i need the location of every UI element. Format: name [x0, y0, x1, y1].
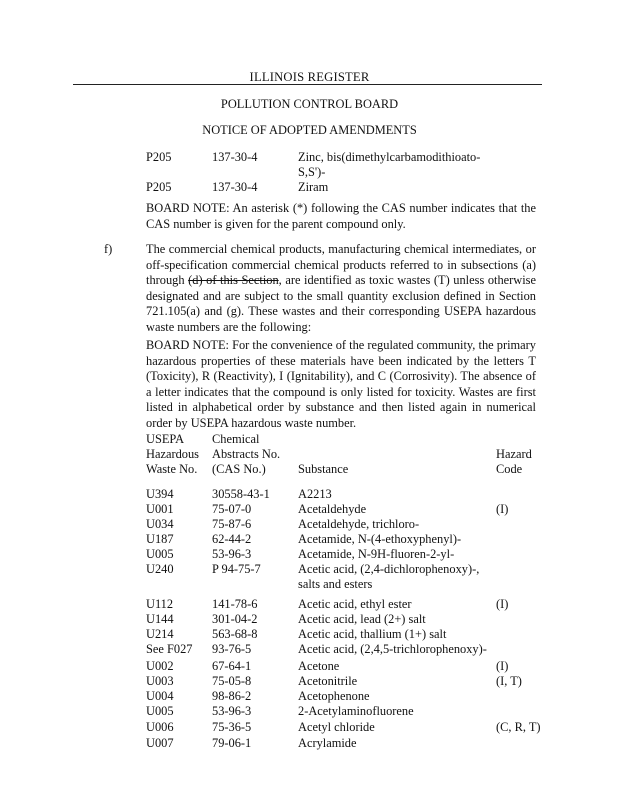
- waste-code: U144: [146, 612, 174, 626]
- cas-number: 137-30-4: [212, 180, 258, 194]
- waste-code: U005: [146, 547, 174, 561]
- substance: A2213: [298, 487, 332, 501]
- waste-code: U002: [146, 659, 174, 673]
- substance: salts and esters: [298, 577, 373, 591]
- substance: Acetic acid, thallium (1+) salt: [298, 627, 447, 641]
- waste-code: U006: [146, 720, 174, 734]
- substance: Zinc, bis(dimethylcarbamodithioato-: [298, 150, 481, 164]
- register-title: ILLINOIS REGISTER: [249, 70, 370, 84]
- substance: Acetic acid, ethyl ester: [298, 597, 412, 611]
- struck-text: (d) of this Section: [188, 273, 279, 288]
- substance: Acetic acid, (2,4,5-trichlorophenoxy)-: [298, 642, 487, 656]
- cas-number: 75-36-5: [212, 720, 252, 734]
- header-waste-no: Waste No.: [146, 462, 198, 476]
- section-label: f): [104, 242, 113, 256]
- cas-number: 75-05-8: [212, 674, 252, 688]
- header-abstracts: Abstracts No.: [212, 447, 281, 461]
- header-hazardous: Hazardous: [146, 447, 199, 461]
- hazard-code: (C, R, T): [496, 720, 541, 734]
- substance-continued: S,S')-: [298, 165, 326, 179]
- header-substance: Substance: [298, 462, 349, 476]
- header-usepa: USEPA: [146, 432, 185, 446]
- waste-code: U240: [146, 562, 174, 576]
- hazard-code: (I, T): [496, 674, 522, 688]
- cas-number: 75-07-0: [212, 502, 252, 516]
- header-rule: [73, 84, 542, 85]
- cas-number: 75-87-6: [212, 517, 252, 531]
- waste-code: U001: [146, 502, 174, 516]
- cas-number: 563-68-8: [212, 627, 258, 641]
- notice-title: NOTICE OF ADOPTED AMENDMENTS: [202, 123, 417, 137]
- waste-code: U004: [146, 689, 174, 703]
- cas-number: P 94-75-7: [212, 562, 261, 576]
- cas-number: 67-64-1: [212, 659, 252, 673]
- hazard-code: (I): [496, 597, 509, 611]
- cas-number: 30558-43-1: [212, 487, 270, 501]
- section-f-paragraph: The commercial chemical products, manufacturing chemical intermediates, or off-specification commercial chemical products referred to in subsections (a) through (d) of this Section, are identified as toxic wastes (T) unless otherwise designated and are subject to the small quantity exclusion defined in Section 721.105(a) and (g). These wastes and their corresponding USEPA hazardous waste numbers are the following:: [146, 242, 536, 334]
- waste-code: U007: [146, 736, 174, 750]
- cas-number: 79-06-1: [212, 736, 252, 750]
- cas-number: 301-04-2: [212, 612, 258, 626]
- waste-code: U003: [146, 674, 174, 688]
- waste-code: U112: [146, 597, 174, 611]
- cas-number: 98-86-2: [212, 689, 252, 703]
- substance: Acetamide, N-9H-fluoren-2-yl-: [298, 547, 455, 561]
- cas-number: 141-78-6: [212, 597, 258, 611]
- header-chemical: Chemical: [212, 432, 260, 446]
- substance: Acetic acid, (2,4-dichlorophenoxy)-,: [298, 562, 480, 576]
- header-code: Code: [496, 462, 523, 476]
- substance: Acrylamide: [298, 736, 357, 750]
- substance: Ziram: [298, 180, 329, 194]
- waste-code: U214: [146, 627, 174, 641]
- hazard-code: (I): [496, 659, 509, 673]
- waste-code: U005: [146, 704, 174, 718]
- waste-code: U394: [146, 487, 174, 501]
- board-note-hazard-codes: BOARD NOTE: For the convenience of the regulated community, the primary hazardous properties of these materials have been indicated by the letters T (Toxicity), R (Reactivity), I (Ignitability), and C (Corrosivity). The absence of a letter indicates that the compound is only listed for toxicity. Wastes are first listed in alphabetical order by substance and then listed again in numerical order by USEPA hazardous waste number.: [146, 338, 536, 430]
- cas-number: 53-96-3: [212, 704, 252, 718]
- hazard-code: (I): [496, 502, 509, 516]
- substance: Acetic acid, lead (2+) salt: [298, 612, 426, 626]
- cas-number: 53-96-3: [212, 547, 252, 561]
- waste-code: P205: [146, 150, 172, 164]
- waste-code: See F027: [146, 642, 193, 656]
- substance: Acetaldehyde, trichloro-: [298, 517, 420, 531]
- cas-number: 93-76-5: [212, 642, 252, 656]
- substance: Acetophenone: [298, 689, 370, 703]
- substance: 2-Acetylaminofluorene: [298, 704, 414, 718]
- waste-code: P205: [146, 180, 172, 194]
- substance: Acetaldehyde: [298, 502, 367, 516]
- cas-number: 137-30-4: [212, 150, 258, 164]
- substance: Acetamide, N-(4-ethoxyphenyl)-: [298, 532, 462, 546]
- header-hazard: Hazard: [496, 447, 532, 461]
- waste-code: U034: [146, 517, 174, 531]
- substance: Acetone: [298, 659, 340, 673]
- header-cas-no: (CAS No.): [212, 462, 266, 476]
- board-note-asterisk: BOARD NOTE: An asterisk (*) following the CAS number indicates that the CAS number is given for the parent compound only.: [146, 201, 536, 231]
- waste-code: U187: [146, 532, 174, 546]
- substance: Acetonitrile: [298, 674, 358, 688]
- cas-number: 62-44-2: [212, 532, 252, 546]
- board-title: POLLUTION CONTROL BOARD: [220, 97, 399, 111]
- substance: Acetyl chloride: [298, 720, 375, 734]
